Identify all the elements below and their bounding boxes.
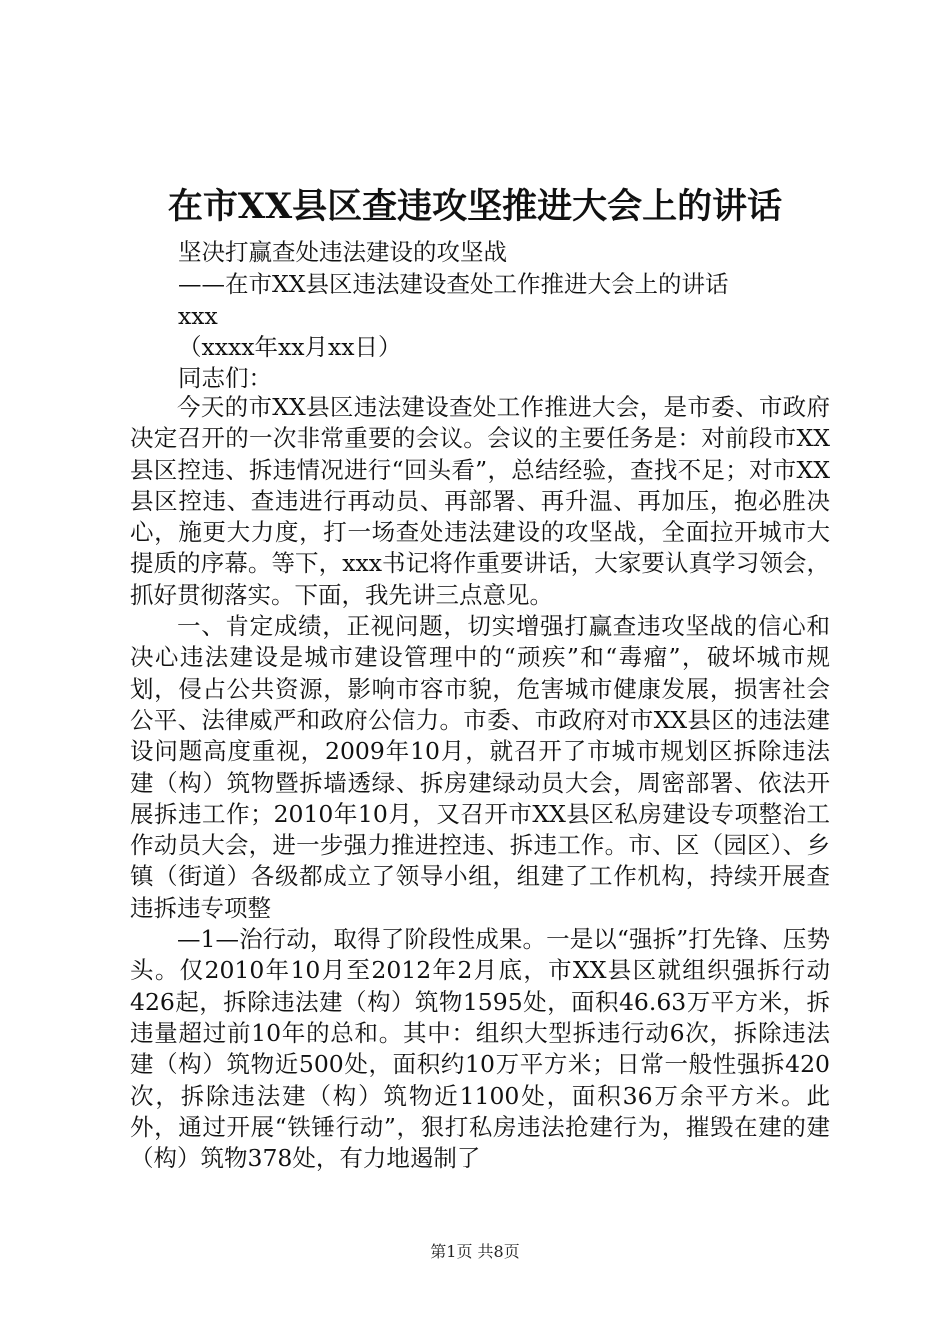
document-salutation: 同志们： bbox=[178, 364, 272, 392]
document-date: （xxxx年xx月xx日） bbox=[178, 333, 402, 361]
body-paragraph: 今天的市XX县区违法建设查处工作推进大会，是市委、市政府决定召开的一次非常重要的会议。会议的主要任务是：对前段市XX县区控违、拆违情况进行“回头看”，总结经验，查找不足；对市XX县区控违、查违进行再动员、再部署、再升温、再加压，抱必胜决心，施更大力度，打一场查处违法建设的攻坚战，全面拉开城市大提质的序幕。等下，xxx书记将作重要讲话，大家要认真学习领会，抓好贯彻落实。下面，我先讲三点意见。 bbox=[130, 393, 830, 609]
document-body bbox=[130, 392, 830, 1174]
document-author: xxx bbox=[178, 302, 218, 330]
page-footer: 第1页 共8页 bbox=[430, 1242, 520, 1261]
body-paragraph: 一、肯定成绩，正视问题，切实增强打赢查违攻坚战的信心和决心违法建设是城市建设管理中的“顽疾”和“毒瘤”，破坏城市规划，侵占公共资源，影响市容市貌，危害城市健康发展，损害社会公平、法律威严和政府公信力。市委、市政府对市XX县区的违法建设问题高度重视，2009年10月，就召开了市城市规划区拆除违法建（构）筑物暨拆墙透绿、拆房建绿动员大会，周密部署、依法开展拆违工作；2010年10月，又召开市XX县区私房建设专项整治工作动员大会，进一步强力推进控违、拆违工作。市、区（园区）、乡镇（街道）各级都成立了领导小组，组建了工作机构，持续开展查违拆违专项整 bbox=[130, 612, 830, 922]
document-subtitle-2: ——在市XX县区违法建设查处工作推进大会上的讲话 bbox=[178, 270, 729, 298]
document-title: 在市XX县区查违攻坚推进大会上的讲话 bbox=[167, 186, 783, 227]
body-paragraph: —1—治行动，取得了阶段性成果。一是以“强拆”打先锋、压势头。仅2010年10月至2012年2月底，市XX县区就组织强拆行动426起，拆除违法建（构）筑物1595处，面积46.63万平方米，拆违量超过前10年的总和。其中：组织大型拆违行动6次，拆除违法建（构）筑物近500处，面积约10万平方米；日常一般性强拆420次，拆除违法建（构）筑物近1100处，面积36万余平方米。此外，通过开展“铁锤行动”，狠打私房违法抢建行为，摧毁在建的建（构）筑物378处，有力地遏制了 bbox=[130, 925, 830, 1173]
document-subtitle: 坚决打赢查处违法建设的攻坚战 bbox=[178, 238, 507, 266]
